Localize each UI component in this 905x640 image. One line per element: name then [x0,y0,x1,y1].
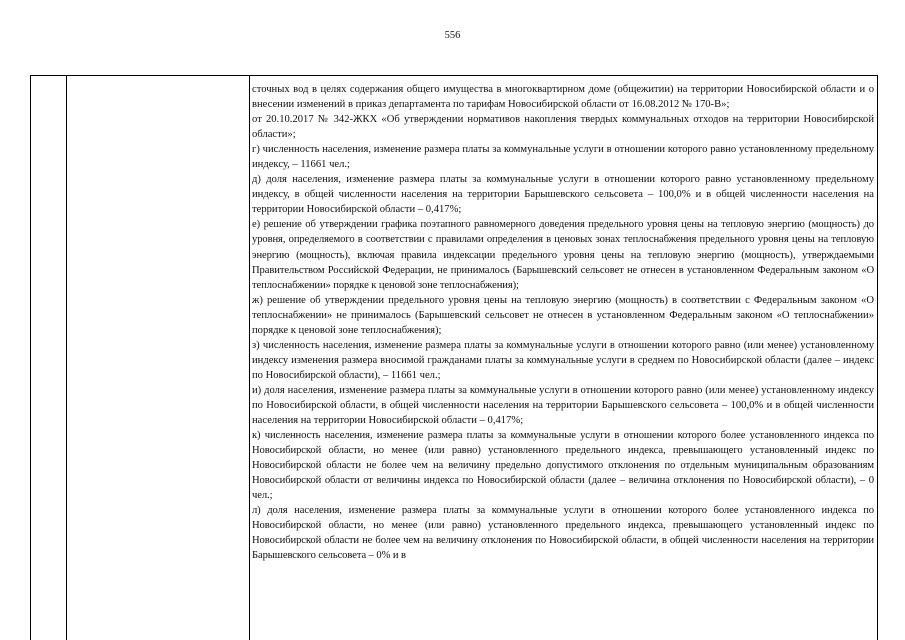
paragraph: г) численность населения, изменение размера платы за коммунальные услуги в отношении которого равно установленному предельному индексу, – 11661 чел.; [252,144,874,171]
paragraph: ж) решение об утверждении предельного уровня цены на тепловую энергию (мощность) в соответствии с Федеральным законом «О теплоснабжении» не принималось (Барышевский сельсовет не отнесен в установленном Федеральным законом «О теплоснабжении» порядке к ценовой зоне теплоснабжения); [252,294,874,336]
column-divider-2 [249,76,250,640]
paragraph: сточных вод в целях содержания общего имущества в многоквартирном доме (общежитии) на территории Новосибирской области и о внесении изменений в приказ департамента по тарифам Новосибирской области от 16.08.2012 № 170-В»; [252,84,874,111]
paragraph: д) доля населения, изменение размера платы за коммунальные услуги в отношении которого равно установленному предельному индексу, в общей численности населения на территории Барышевского сельсовета – 100,0% и в общей численности населения на территории Новосибирской области – 0,417%; [252,174,874,216]
paragraph: е) решение об утверждении графика поэтапного равномерного доведения предельного уровня цены на тепловую энергию (мощность) до уровня, определяемого в соответствии с правилами определения в ценовых зонах теплоснабжения предельного уровня цены на тепловую энергию (мощность), включая правила индексации предельного уровня цены на тепловую энергию (мощность), утверждаемыми Правительством Российской Федерации, не принималось (Барышевский сельсовет не отнесен в установленном Федеральным законом «О теплоснабжении» порядке к ценовой зоне теплоснабжения); [252,219,874,291]
page-number: 556 [444,30,461,41]
content-cell [252,82,874,564]
paragraph: л) доля населения, изменение размера платы за коммунальные услуги в отношении которого более установленного индекса по Новосибирской области, но менее (или равно) установленного предельного индекса, превышающего установленный индекс по Новосибирской области не более чем на величину отклонения по Новосибирской области, в общей численности населения на территории Барышевского сельсовета – 0% и в [252,505,874,562]
document-table [30,75,878,640]
paragraph: и) доля населения, изменение размера платы за коммунальные услуги в отношении которого равно (или менее) установленному индексу по Новосибирской области, в общей численности населения на территории Барышевского сельсовета – 100,0% и в общей численности населения на территории Новосибирской области – 0,417%; [252,384,874,427]
column-divider-1 [66,76,67,640]
paragraph: з) численность населения, изменение размера платы за коммунальные услуги в отношении которого равно (или менее) установленному индексу изменения размера вносимой гражданами платы за коммунальные услуги в среднем по Новосибирской области (далее – индекс по Новосибирской области), – 11661 чел.; [252,339,874,381]
paragraph: от 20.10.2017 № 342-ЖКХ «Об утверждении нормативов накопления твердых коммунальных отходов на территории Новосибирской области»; [252,114,874,141]
paragraph: к) численность населения, изменение размера платы за коммунальные услуги в отношении которого более установленного индекса по Новосибирской области, но менее (или равно) установленного предельного индекса, превышающего установленный индекс по Новосибирской области не более чем на величину предельно допустимого отклонения по отдельным муниципальным образованиям Новосибирской области от величины индекса по Новосибирской области (далее – величина отклонения по Новосибирской области), – 0 чел.; [252,430,874,502]
